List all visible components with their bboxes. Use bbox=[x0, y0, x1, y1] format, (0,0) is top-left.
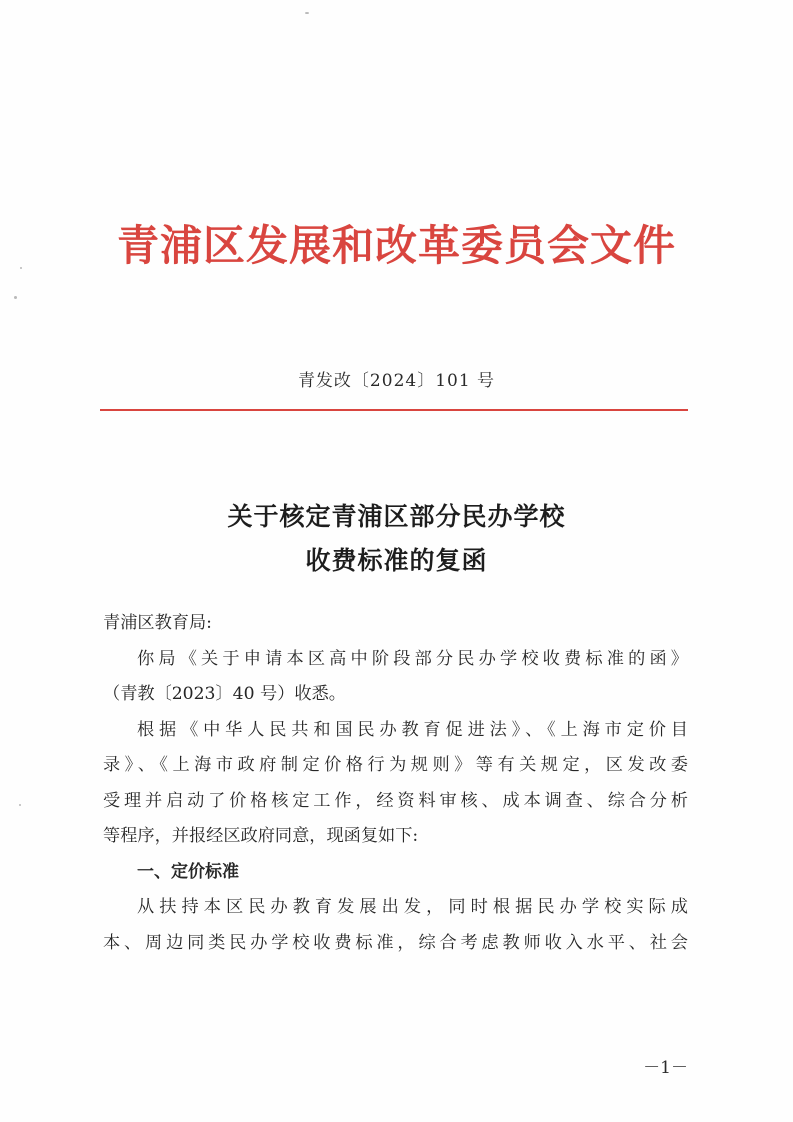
document-title bbox=[0, 495, 793, 583]
document-body bbox=[103, 606, 688, 961]
scan-speck bbox=[14, 296, 17, 299]
document-number: 青发改〔2024〕101 号 bbox=[297, 371, 496, 391]
paragraph-3-line-1: 从扶持本区民办教育发展出发，同时根据民办学校实际成 bbox=[137, 897, 688, 917]
page-number: －1－ bbox=[643, 1058, 688, 1078]
paragraph-2-line-1: 根据《中华人民共和国民办教育促进法》、《上海市定价目 bbox=[137, 719, 688, 740]
document-title-line-2: 收费标准的复函 bbox=[305, 546, 488, 575]
paragraph-1-line-2: （青教〔2023〕40 号）收悉。 bbox=[103, 684, 346, 704]
scan-speck bbox=[305, 12, 309, 14]
paragraph-2-line-4: 等程序，并报经区政府同意，现函复如下: bbox=[103, 826, 419, 846]
red-separator-line bbox=[100, 409, 688, 411]
paragraph-3-line-2: 本、周边同类民办学校收费标准，综合考虑教师收入水平、社会 bbox=[103, 932, 688, 953]
paragraph-2-line-2: 录》、《上海市政府制定价格行为规则》等有关规定，区发改委 bbox=[103, 755, 688, 775]
section-heading: 一、定价标准 bbox=[137, 861, 239, 882]
document-title-line-1: 关于核定青浦区部分民办学校 bbox=[227, 502, 566, 531]
salutation: 青浦区教育局: bbox=[103, 613, 212, 633]
paragraph-1-line-1: 你局《关于申请本区高中阶段部分民办学校收费标准的函》 bbox=[137, 648, 688, 669]
issuing-authority-title: 青浦区发展和改革委员会文件 bbox=[116, 221, 676, 270]
paragraph-2-line-3: 受理并启动了价格核定工作，经资料审核、成本调查、综合分析 bbox=[103, 790, 688, 811]
scan-speck bbox=[19, 804, 21, 806]
